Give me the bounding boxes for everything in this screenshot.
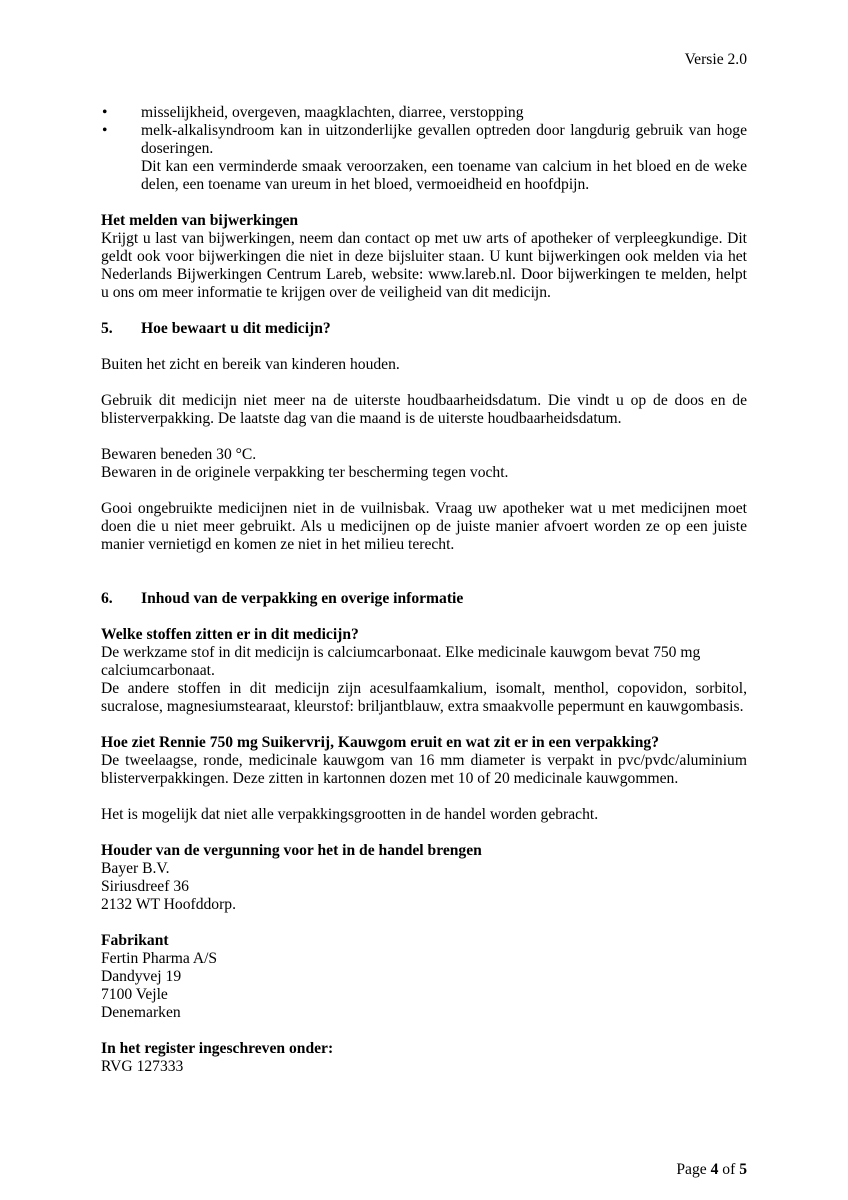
page-current: 4 bbox=[710, 1161, 719, 1178]
address-line: 2132 WT Hoofddorp. bbox=[101, 896, 236, 913]
text-line: blisterverpakking. De laatste dag van die maand is de uiterste houdbaarheidsdatum. bbox=[101, 410, 622, 427]
page-total: 5 bbox=[739, 1161, 747, 1178]
address-line: 7100 Vejle bbox=[101, 986, 168, 1003]
text-line: doen die u niet meer gebruikt. Als u medicijnen op de juiste manier afvoert worden ze op een juiste bbox=[101, 518, 747, 535]
section-number: 5. bbox=[101, 320, 113, 337]
text-line: doseringen. bbox=[141, 140, 214, 157]
subheading-reporting: Het melden van bijwerkingen bbox=[101, 212, 299, 229]
subheading-registration: In het register ingeschreven onder: bbox=[101, 1040, 334, 1057]
section-heading-6 bbox=[101, 590, 747, 608]
subheading-appearance: Hoe ziet Rennie 750 mg Suikervrij, Kauwgom eruit en wat zit er in een verpakking? bbox=[101, 734, 659, 751]
text-line: blisterverpakkingen. Deze zitten in kartonnen dozen met 10 of 20 medicinale kauwgommen. bbox=[101, 770, 679, 787]
text-line: Buiten het zicht en bereik van kinderen houden. bbox=[101, 356, 400, 373]
text-line: Bewaren beneden 30 °C. bbox=[101, 446, 257, 463]
address-line: Bayer B.V. bbox=[101, 860, 170, 877]
address-line: Fertin Pharma A/S bbox=[101, 950, 218, 967]
side-effect-note bbox=[101, 158, 747, 194]
registration-number: RVG 127333 bbox=[101, 1058, 184, 1075]
bullet-marker: • bbox=[102, 104, 108, 121]
document-body bbox=[101, 104, 747, 1076]
address-line: Siriusdreef 36 bbox=[101, 878, 189, 895]
text-line: melk-alkalisyndroom kan in uitzonderlijke gevallen optreden door langdurig gebruik van hoge bbox=[141, 122, 747, 139]
page-of-label: of bbox=[722, 1161, 736, 1178]
text-line: geldt ook voor bijwerkingen die niet in deze bijsluiter staan. U kunt bijwerkingen ook melden via het bbox=[101, 248, 747, 265]
page-label: Page bbox=[676, 1161, 707, 1178]
bullet-marker: • bbox=[102, 122, 108, 139]
page-number bbox=[676, 1161, 747, 1179]
text-line: Nederlands Bijwerkingen Centrum Lareb, website: www.lareb.nl. Door bijwerkingen te melden, helpt bbox=[101, 266, 747, 283]
section-heading-5 bbox=[101, 320, 747, 338]
text-line: Gooi ongebruikte medicijnen niet in de vuilnisbak. Vraag uw apotheker wat u met medicijnen moet bbox=[101, 500, 747, 517]
text-line: misselijkheid, overgeven, maagklachten, diarree, verstopping bbox=[141, 104, 524, 121]
text-line: De andere stoffen in dit medicijn zijn acesulfaamkalium, isomalt, menthol, copovidon, sorbitol, bbox=[101, 680, 747, 697]
section-title: Inhoud van de verpakking en overige informatie bbox=[141, 590, 464, 607]
version-label: Versie 2.0 bbox=[684, 51, 747, 68]
text-line: De tweelaagse, ronde, medicinale kauwgom van 16 mm diameter is verpakt in pvc/pvdc/aluminium bbox=[101, 752, 747, 769]
subheading-holder: Houder van de vergunning voor het in de handel brengen bbox=[101, 842, 482, 859]
section-number: 6. bbox=[101, 590, 113, 607]
subheading-ingredients: Welke stoffen zitten er in dit medicijn? bbox=[101, 626, 359, 643]
section-title: Hoe bewaart u dit medicijn? bbox=[141, 320, 331, 337]
side-effect-item bbox=[101, 104, 747, 122]
text-line: Gebruik dit medicijn niet meer na de uiterste houdbaarheidsdatum. Die vindt u op de doos en de bbox=[101, 392, 747, 409]
text-line: Krijgt u last van bijwerkingen, neem dan contact op met uw arts of apotheker of verpleegkundige. Dit bbox=[101, 230, 747, 247]
text-line: Dit kan een verminderde smaak veroorzaken, een toename van calcium in het bloed en de weke bbox=[141, 158, 747, 175]
text-line: sucralose, magnesiumstearaat, kleurstof: briljantblauw, extra smaakvolle pepermunt en kauwgombasis. bbox=[101, 698, 744, 715]
text-line: Bewaren in de originele verpakking ter bescherming tegen vocht. bbox=[101, 464, 509, 481]
text-line: manier vernietigd en komen ze niet in het milieu terecht. bbox=[101, 536, 455, 553]
text-line: delen, een toename van ureum in het bloed, vermoeidheid en hoofdpijn. bbox=[141, 176, 590, 193]
address-line: Dandyvej 19 bbox=[101, 968, 182, 985]
text-line: u ons om meer informatie te krijgen over de veiligheid van dit medicijn. bbox=[101, 284, 551, 301]
address-line: Denemarken bbox=[101, 1004, 181, 1021]
subheading-manufacturer: Fabrikant bbox=[101, 932, 169, 949]
side-effect-item bbox=[101, 122, 747, 158]
text-line: calciumcarbonaat. bbox=[101, 662, 215, 679]
text-line: De werkzame stof in dit medicijn is calciumcarbonaat. Elke medicinale kauwgom bevat 750 mg bbox=[101, 644, 701, 661]
text-line: Het is mogelijk dat niet alle verpakkingsgrootten in de handel worden gebracht. bbox=[101, 806, 599, 823]
